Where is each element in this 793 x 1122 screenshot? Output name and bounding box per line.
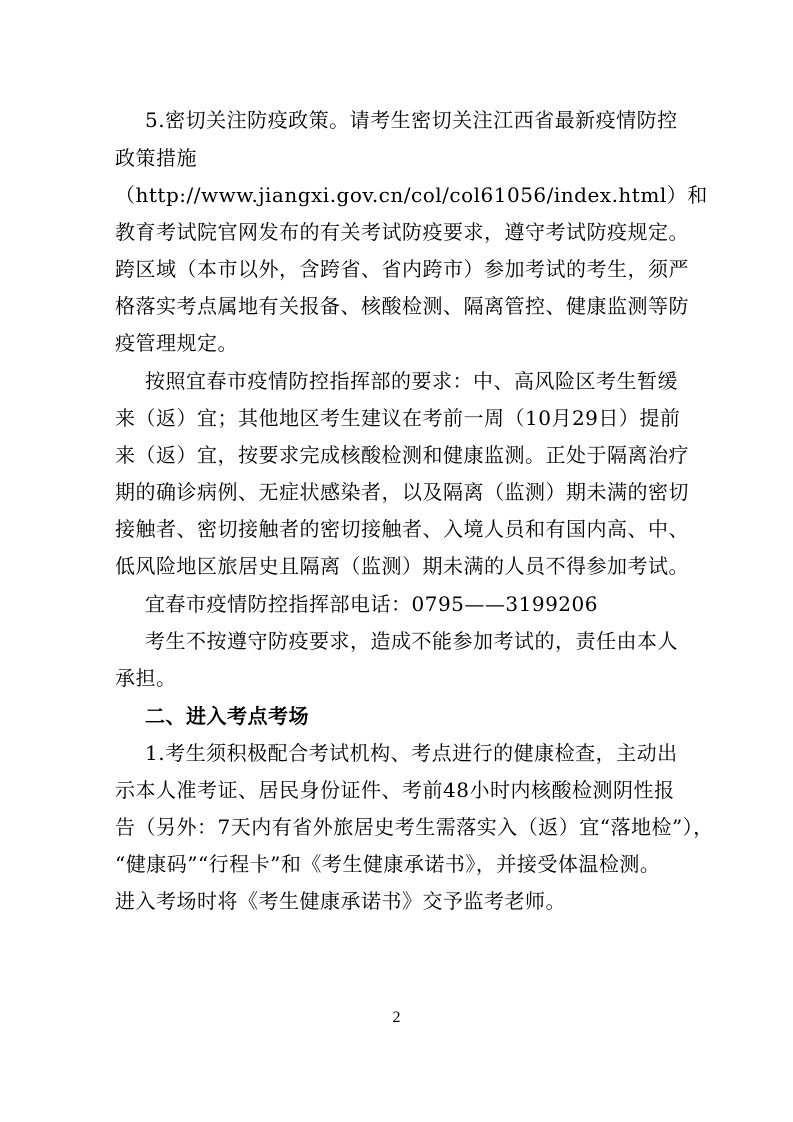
body-text-line: 5.密切关注防疫政策。请考生密切关注江西省最新疫情防控 — [145, 108, 678, 132]
body-text-line: 承担。 — [115, 666, 177, 690]
body-text-line: 来（返）宜；其他地区考生建议在考前一周（10月29日）提前 — [115, 406, 681, 430]
body-text-line: 示本人准考证、居民身份证件、考前48小时内核酸检测阴性报 — [115, 778, 675, 802]
body-text-line: 考生不按遵守防疫要求，造成不能参加考试的，责任由本人 — [145, 629, 678, 653]
page-number: 2 — [392, 1009, 401, 1026]
body-text-line: 格落实考点属地有关报备、核酸检测、隔离管控、健康监测等防 — [115, 294, 689, 318]
body-text-line: 政策措施 — [115, 146, 197, 170]
contact-phone-line: 宜春市疫情防控指挥部电话：0795——3199206 — [145, 592, 598, 616]
body-text-line: 低风险地区旅居史且隔离（监测）期未满的人员不得参加考试。 — [115, 554, 689, 578]
section-heading: 二、进入考点考场 — [145, 704, 309, 728]
body-text-line: 教育考试院官网发布的有关考试防疫要求，遵守考试防疫规定。 — [115, 220, 689, 244]
body-text-line: 告（另外：7天内有省外旅居史考生需落实入（返）宜“落地检”）， — [115, 815, 714, 839]
body-text-line: 按照宜春市疫情防控指挥部的要求：中、高风险区考生暂缓 — [145, 369, 678, 393]
body-text-line: 来（返）宜，按要求完成核酸检测和健康监测。正处于隔离治疗 — [115, 443, 689, 467]
body-text-line: “健康码”“行程卡”和《考生健康承诺书》，并接受体温检测。 — [115, 852, 661, 876]
body-text-line: 期的确诊病例、无症状感染者，以及隔离（监测）期未满的密切 — [115, 480, 689, 504]
body-text-line: 跨区域（本市以外，含跨省、省内跨市）参加考试的考生，须严 — [115, 257, 689, 281]
body-text-line: 1.考生须积极配合考试机构、考点进行的健康检查，主动出 — [145, 741, 678, 765]
url-text-line: （http://www.jiangxi.gov.cn/col/col61056/index.html）和 — [115, 183, 708, 207]
body-text-line: 接触者、密切接触者的密切接触者、入境人员和有国内高、中、 — [115, 517, 689, 541]
body-text-line: 疫管理规定。 — [115, 331, 238, 355]
body-text-line: 进入考场时将《考生健康承诺书》交予监考老师。 — [115, 889, 566, 913]
